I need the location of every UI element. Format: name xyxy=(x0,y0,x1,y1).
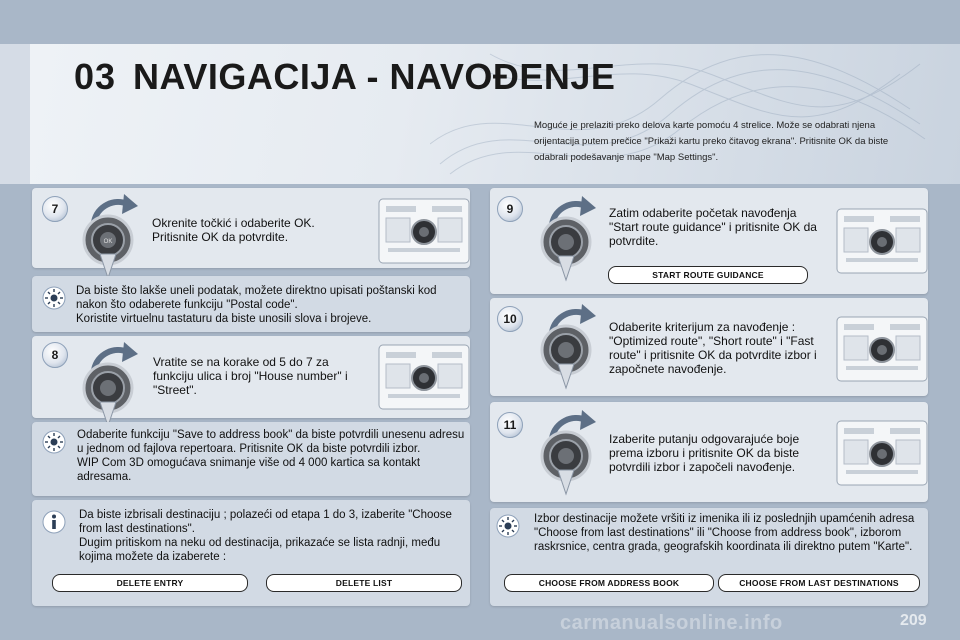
chapter-number: 03 xyxy=(74,56,117,97)
lightbulb-tip-icon xyxy=(496,514,520,538)
rotary-knob-icon xyxy=(530,302,620,392)
rotary-knob-icon xyxy=(530,194,620,284)
step-10-text: Odaberite kriterijum za navođenje : "Optimized route", "Short route" i "Fast route" i pritisnite OK da potvrdite izbor i započnete navođenje. xyxy=(609,320,817,376)
postal-code-tip-text xyxy=(76,284,461,326)
step-8-badge: 8 xyxy=(42,342,68,368)
page-number: 209 xyxy=(900,612,927,629)
save-address-tip-line1: Odaberite funkciju "Save to address book" da biste potvrdili unesenu adresu u jednom od fajlova repertoara. Pritisnite OK da biste potvrdili izbor. xyxy=(77,429,465,455)
step-9-badge: 9 xyxy=(497,196,523,222)
step-7-badge: 7 xyxy=(42,196,68,222)
intro-text: Moguće je prelaziti preko delova karte pomoću 4 strelice. Može se odabrati njena orijentacija putem prečice "Prikaži kartu preko čitavog ekrana". Pritisnite OK da biste odabrali podešavanje mape "Map Settings". xyxy=(534,120,889,163)
radio-unit-icon xyxy=(378,198,470,264)
step-7-text: Okrenite točkić i odaberite OK. Pritisnite OK da potvrdite. xyxy=(152,216,315,244)
postal-code-tip-line1: Da biste što lakše uneli podatak, možete direktno upisati poštanski kod nakon što odaberete funkciju "Postal code". xyxy=(76,285,437,311)
choose-destination-tip-text: Izbor destinacije možete vršiti iz imenika ili iz poslednjih upamćenih adresa "Choose from last destinations" ili "Choose from address book", izborom raskrsnice, centra grada, geografskih koordinata ili direktno putem "Karte". xyxy=(534,513,915,553)
delete-list-button[interactable]: DELETE LIST xyxy=(266,574,462,592)
page-title: NAVIGACIJA - NAVOĐENJE xyxy=(133,56,616,97)
lightbulb-tip-icon xyxy=(42,286,66,310)
step-9-text: Zatim odaberite početak navođenja "Start route guidance" i pritisnite OK da potvrdite. xyxy=(609,206,817,248)
step-11-text: Izaberite putanju odgovarajuće boje prema izboru i pritisnite OK da biste potvrdili izbor i započeli navođenje. xyxy=(609,432,800,474)
save-address-tip-text xyxy=(77,428,465,484)
info-icon xyxy=(42,510,66,534)
choose-from-last-destinations-button[interactable]: CHOOSE FROM LAST DESTINATIONS xyxy=(718,574,920,592)
svg-text:OK: OK xyxy=(103,239,113,245)
rotary-knob-icon xyxy=(72,340,162,430)
rotary-knob-icon xyxy=(530,408,620,498)
radio-unit-icon xyxy=(836,420,928,486)
radio-unit-icon xyxy=(836,208,928,274)
rotary-knob-icon xyxy=(72,192,162,282)
delete-destination-text xyxy=(79,508,464,564)
step-8-text: Vratite se na korake od 5 do 7 za funkciju ulica i broj "House number" i "Street". xyxy=(153,355,348,397)
start-route-guidance-button[interactable]: START ROUTE GUIDANCE xyxy=(608,266,808,284)
step-11-badge: 11 xyxy=(497,412,523,438)
postal-code-tip-line2: Koristite virtuelnu tastaturu da biste unosili slova i brojeve. xyxy=(76,313,372,325)
delete-entry-button[interactable]: DELETE ENTRY xyxy=(52,574,248,592)
radio-unit-icon xyxy=(378,344,470,410)
choose-from-address-book-button[interactable]: CHOOSE FROM ADDRESS BOOK xyxy=(504,574,714,592)
save-address-tip-line2: WIP Com 3D omogućava snimanje više od 4 000 kartica sa kontakt adresama. xyxy=(77,457,421,483)
delete-destination-line2: Dugim pritiskom na neku od destinacija, prikazaće se lista radnji, među kojima možete da izaberete : xyxy=(79,537,441,563)
watermark: carmanualsonline.info xyxy=(560,612,783,634)
step-10-badge: 10 xyxy=(497,306,523,332)
lightbulb-tip-icon xyxy=(42,430,66,454)
delete-destination-line1: Da biste izbrisali destinaciju ; polazeći od etapa 1 do 3, izaberite "Choose from last destinations". xyxy=(79,509,452,535)
radio-unit-icon xyxy=(836,316,928,382)
